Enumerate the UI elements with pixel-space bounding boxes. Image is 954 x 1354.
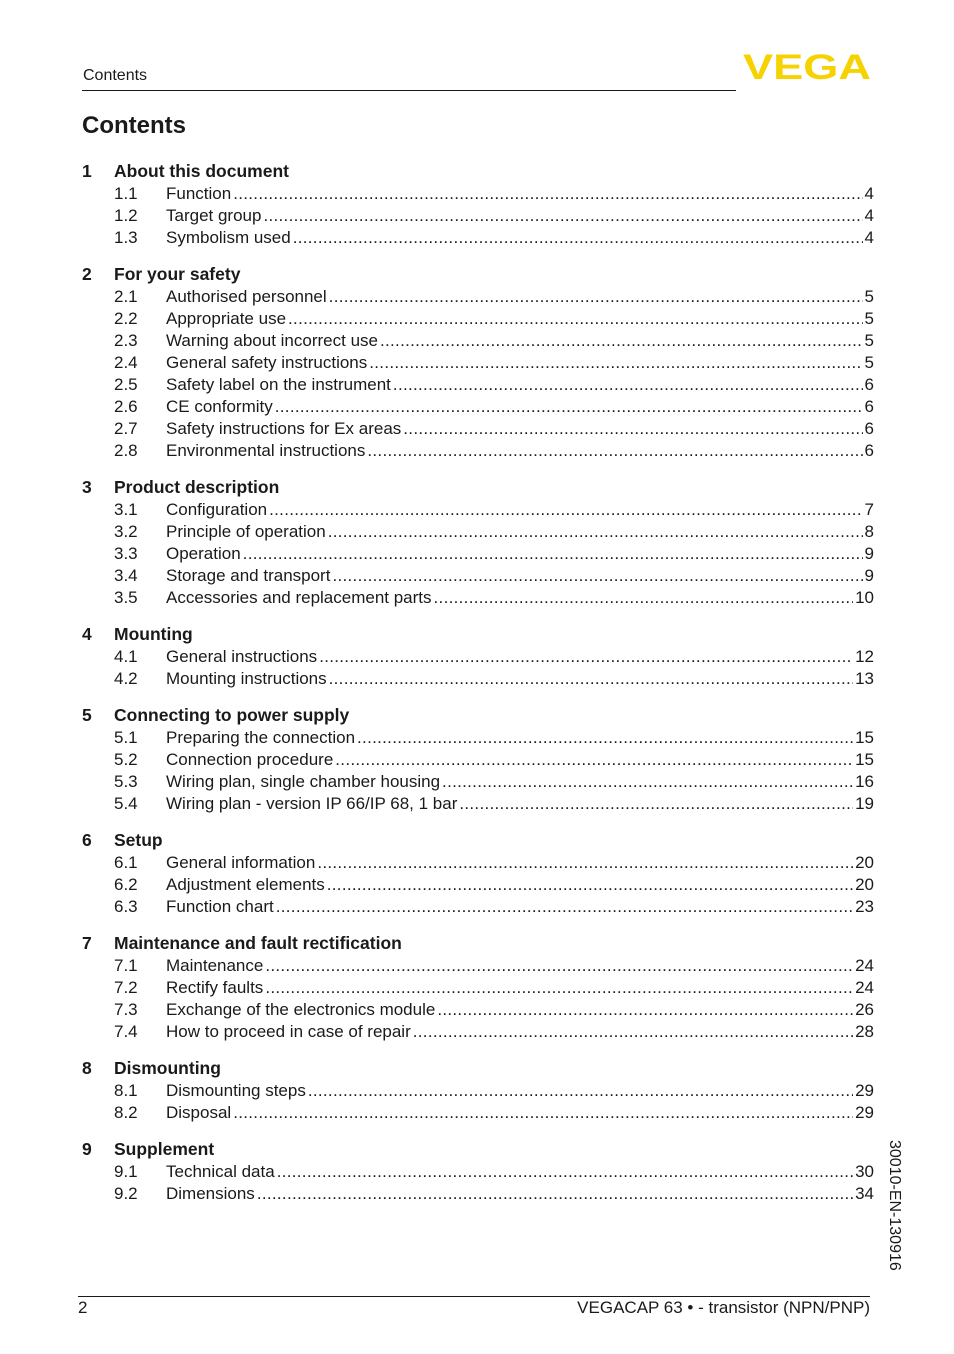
entry-number: 5.1: [114, 728, 138, 747]
dot-leader: [440, 771, 853, 793]
toc-chapter-heading[interactable]: [82, 703, 874, 727]
entry-number: 2.2: [114, 309, 138, 328]
vega-logo: [742, 52, 872, 82]
entry-number: 2.3: [114, 331, 138, 350]
dot-leader: [231, 183, 862, 205]
entry-title: Target group: [166, 206, 262, 225]
toc-chapter-heading[interactable]: [82, 931, 874, 955]
entry-page-number: 20: [855, 875, 874, 894]
entry-page-number: 24: [855, 978, 874, 997]
page-title: Contents: [82, 112, 186, 139]
toc-entry[interactable]: [82, 1183, 874, 1205]
entry-number: 6.1: [114, 853, 138, 872]
toc-entry[interactable]: [82, 749, 874, 771]
entry-page-number: 5: [864, 309, 874, 328]
entry-page-number: 10: [855, 588, 874, 607]
dot-leader: [333, 749, 853, 771]
entry-title: Safety label on the instrument: [166, 375, 391, 394]
entry-title: Maintenance: [166, 956, 264, 975]
dot-leader: [355, 727, 853, 749]
entry-page-number: 5: [864, 353, 874, 372]
toc-entry[interactable]: [82, 1080, 874, 1102]
toc-entry[interactable]: [82, 352, 874, 374]
dot-leader: [267, 499, 862, 521]
entry-title: Operation: [166, 544, 241, 563]
toc-entry[interactable]: [82, 587, 874, 609]
entry-title: General safety instructions: [166, 353, 368, 372]
entry-page-number: 9: [864, 544, 874, 563]
entry-number: 2.5: [114, 375, 138, 394]
entry-number: 4.2: [114, 669, 138, 688]
entry-number: 2.1: [114, 287, 138, 306]
toc-chapter-heading[interactable]: [82, 828, 874, 852]
entry-page-number: 23: [855, 897, 874, 916]
entry-page-number: 34: [855, 1184, 874, 1203]
toc-chapter-heading[interactable]: [82, 1137, 874, 1161]
entry-page-number: 4: [864, 206, 874, 225]
entry-page-number: 28: [855, 1022, 874, 1041]
entry-page-number: 19: [855, 794, 874, 813]
entry-page-number: 12: [855, 647, 874, 666]
entry-title: Dimensions: [166, 1184, 255, 1203]
dot-leader: [273, 396, 863, 418]
entry-title: Principle of operation: [166, 522, 326, 541]
dot-leader: [291, 227, 863, 249]
entry-number: 5.4: [114, 794, 138, 813]
dot-leader: [391, 374, 863, 396]
chapter-number: 8: [82, 1058, 92, 1078]
toc-entry[interactable]: [82, 1102, 874, 1124]
toc-entry[interactable]: [82, 793, 874, 815]
toc-section: [82, 931, 874, 1043]
entry-title: Rectify faults: [166, 978, 264, 997]
entry-page-number: 29: [855, 1103, 874, 1122]
toc-entry[interactable]: [82, 330, 874, 352]
entry-number: 5.2: [114, 750, 138, 769]
toc-entry[interactable]: [82, 543, 874, 565]
entry-title: Configuration: [166, 500, 268, 519]
toc-entry[interactable]: [82, 727, 874, 749]
toc-chapter-heading[interactable]: [82, 262, 874, 286]
entry-page-number: 6: [864, 441, 874, 460]
chapter-number: 9: [82, 1139, 92, 1159]
dot-leader: [378, 330, 863, 352]
toc-entry[interactable]: [82, 499, 874, 521]
dot-leader: [325, 874, 853, 896]
dot-leader: [306, 1080, 853, 1102]
dot-leader: [263, 955, 853, 977]
entry-page-number: 15: [855, 750, 874, 769]
dot-leader: [401, 418, 862, 440]
entry-title: General information: [166, 853, 316, 872]
entry-number: 7.4: [114, 1022, 138, 1041]
dot-leader: [457, 793, 853, 815]
entry-title: General instructions: [166, 647, 318, 666]
toc-section: [82, 703, 874, 815]
entry-number: 8.2: [114, 1103, 138, 1122]
dot-leader: [231, 1102, 853, 1124]
entry-number: 6.3: [114, 897, 138, 916]
entry-title: Connection procedure: [166, 750, 334, 769]
toc-chapter-heading[interactable]: [82, 475, 874, 499]
dot-leader: [241, 543, 863, 565]
chapter-number: 1: [82, 161, 92, 181]
toc-entry[interactable]: [82, 440, 874, 462]
header-section-label: Contents: [83, 67, 148, 84]
toc-entry[interactable]: [82, 977, 874, 999]
toc-entry[interactable]: [82, 852, 874, 874]
entry-title: Warning about incorrect use: [166, 331, 378, 350]
entry-number: 3.3: [114, 544, 138, 563]
dot-leader: [432, 587, 854, 609]
entry-page-number: 15: [855, 728, 874, 747]
dot-leader: [365, 440, 862, 462]
footer-page-number: 2: [78, 1298, 88, 1317]
entry-number: 1.3: [114, 228, 138, 247]
chapter-title: For your safety: [114, 264, 241, 284]
entry-title: Preparing the connection: [166, 728, 356, 747]
entry-page-number: 4: [864, 228, 874, 247]
chapter-title: About this document: [114, 161, 289, 181]
entry-page-number: 16: [855, 772, 874, 791]
entry-number: 7.2: [114, 978, 138, 997]
dot-leader: [255, 1183, 853, 1205]
entry-title: CE conformity: [166, 397, 273, 416]
entry-number: 4.1: [114, 647, 138, 666]
entry-page-number: 13: [855, 669, 874, 688]
entry-number: 2.8: [114, 441, 138, 460]
chapter-number: 3: [82, 477, 92, 497]
toc-entry[interactable]: [82, 999, 874, 1021]
toc-section: [82, 262, 874, 462]
chapter-number: 5: [82, 705, 92, 725]
entry-title: Disposal: [166, 1103, 232, 1122]
toc-entry[interactable]: [82, 396, 874, 418]
entry-title: Mounting instructions: [166, 669, 327, 688]
entry-title: Exchange of the electronics module: [166, 1000, 436, 1019]
entry-number: 2.6: [114, 397, 138, 416]
toc-entry[interactable]: [82, 874, 874, 896]
toc-entry[interactable]: [82, 565, 874, 587]
dot-leader: [317, 646, 853, 668]
entry-page-number: 5: [864, 287, 874, 306]
entry-title: Appropriate use: [166, 309, 287, 328]
entry-title: Symbolism used: [166, 228, 291, 247]
dot-leader: [327, 668, 853, 690]
entry-title: Accessories and replacement parts: [166, 588, 432, 607]
chapter-number: 6: [82, 830, 92, 850]
toc-chapter-heading[interactable]: [82, 159, 874, 183]
chapter-number: 4: [82, 624, 92, 644]
chapter-title: Supplement: [114, 1139, 215, 1159]
dot-leader: [435, 999, 853, 1021]
entry-title: Adjustment elements: [166, 875, 325, 894]
dot-leader: [286, 308, 863, 330]
entry-page-number: 4: [864, 184, 874, 203]
entry-number: 7.3: [114, 1000, 138, 1019]
entry-number: 6.2: [114, 875, 138, 894]
toc-entry[interactable]: [82, 418, 874, 440]
chapter-title: Maintenance and fault rectification: [114, 933, 402, 953]
entry-page-number: 26: [855, 1000, 874, 1019]
dot-leader: [330, 565, 862, 587]
toc-entry[interactable]: [82, 1161, 874, 1183]
toc-entry[interactable]: [82, 183, 874, 205]
chapter-number: 7: [82, 933, 92, 953]
dot-leader: [327, 286, 863, 308]
entry-page-number: 29: [855, 1081, 874, 1100]
dot-leader: [263, 977, 853, 999]
toc-entry[interactable]: [82, 646, 874, 668]
toc-section: [82, 1137, 874, 1205]
toc-entry[interactable]: [82, 227, 874, 249]
entry-title: Environmental instructions: [166, 441, 366, 460]
toc-entry[interactable]: [82, 1021, 874, 1043]
toc-entry[interactable]: [82, 521, 874, 543]
entry-title: Wiring plan - version IP 66/IP 68, 1 bar: [166, 794, 458, 813]
table-of-contents: [82, 159, 874, 1218]
entry-number: 9.2: [114, 1184, 138, 1203]
entry-number: 1.2: [114, 206, 138, 225]
entry-page-number: 30: [855, 1162, 874, 1181]
entry-number: 9.1: [114, 1162, 138, 1181]
entry-number: 3.5: [114, 588, 138, 607]
dot-leader: [326, 521, 863, 543]
entry-page-number: 7: [864, 500, 874, 519]
entry-title: Dismounting steps: [166, 1081, 306, 1100]
dot-leader: [411, 1021, 853, 1043]
toc-entry[interactable]: [82, 955, 874, 977]
entry-page-number: 9: [864, 566, 874, 585]
toc-entry[interactable]: [82, 205, 874, 227]
entry-title: Storage and transport: [166, 566, 331, 585]
toc-chapter-heading[interactable]: [82, 622, 874, 646]
entry-number: 3.4: [114, 566, 138, 585]
toc-entry[interactable]: [82, 308, 874, 330]
toc-entry[interactable]: [82, 374, 874, 396]
toc-entry[interactable]: [82, 286, 874, 308]
entry-number: 1.1: [114, 184, 138, 203]
entry-page-number: 8: [864, 522, 874, 541]
entry-title: Authorised personnel: [166, 287, 327, 306]
entry-number: 3.1: [114, 500, 138, 519]
footer-product-name: VEGACAP 63 • - transistor (NPN/PNP): [577, 1298, 870, 1317]
chapter-number: 2: [82, 264, 92, 284]
toc-entry[interactable]: [82, 896, 874, 918]
toc-chapter-heading[interactable]: [82, 1056, 874, 1080]
entry-title: Technical data: [166, 1162, 275, 1181]
entry-page-number: 20: [855, 853, 874, 872]
toc-section: [82, 1056, 874, 1124]
entry-page-number: 6: [864, 419, 874, 438]
entry-title: How to proceed in case of repair: [166, 1022, 411, 1041]
toc-section: [82, 159, 874, 249]
toc-entry[interactable]: [82, 668, 874, 690]
toc-section: [82, 475, 874, 609]
dot-leader: [315, 852, 853, 874]
document-code: 30010-EN-130916: [886, 1140, 903, 1271]
entry-page-number: 6: [864, 397, 874, 416]
entry-number: 2.4: [114, 353, 138, 372]
entry-title: Function chart: [166, 897, 274, 916]
toc-entry[interactable]: [82, 771, 874, 793]
chapter-title: Dismounting: [114, 1058, 221, 1078]
entry-page-number: 24: [855, 956, 874, 975]
entry-page-number: 5: [864, 331, 874, 350]
vega-logo-text: VEGA: [743, 52, 871, 82]
dot-leader: [261, 205, 862, 227]
entry-title: Wiring plan, single chamber housing: [166, 772, 441, 791]
chapter-title: Connecting to power supply: [114, 705, 350, 725]
entry-number: 7.1: [114, 956, 138, 975]
dot-leader: [275, 1161, 853, 1183]
toc-section: [82, 622, 874, 690]
entry-title: Safety instructions for Ex areas: [166, 419, 402, 438]
chapter-title: Setup: [114, 830, 163, 850]
entry-number: 8.1: [114, 1081, 138, 1100]
entry-number: 2.7: [114, 419, 138, 438]
dot-leader: [274, 896, 853, 918]
header-rule: [82, 90, 736, 91]
dot-leader: [367, 352, 862, 374]
footer-rule: [78, 1296, 870, 1297]
entry-page-number: 6: [864, 375, 874, 394]
chapter-title: Mounting: [114, 624, 193, 644]
chapter-title: Product description: [114, 477, 280, 497]
entry-number: 3.2: [114, 522, 138, 541]
entry-number: 5.3: [114, 772, 138, 791]
entry-title: Function: [166, 184, 232, 203]
toc-section: [82, 828, 874, 918]
